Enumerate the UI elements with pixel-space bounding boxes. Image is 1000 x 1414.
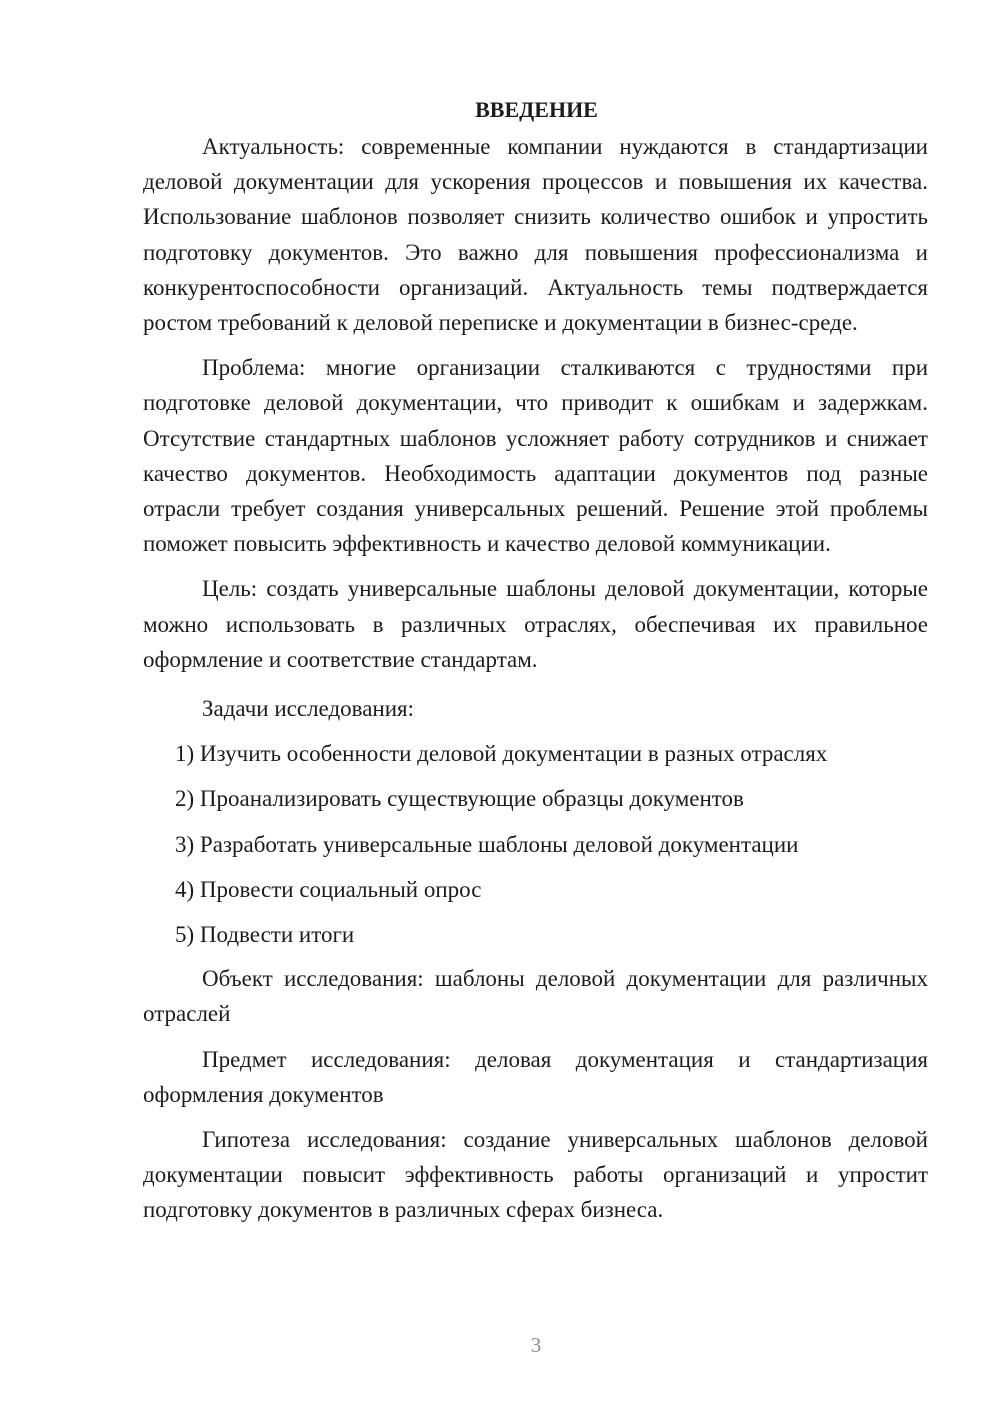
task-item: 5) Подвести итоги xyxy=(175,922,355,948)
task-item: 4) Провести социальный опрос xyxy=(175,876,482,902)
hypothesis-paragraph: Гипотеза исследования: создание универсальных шаблонов деловой документации повысит эффективность работы организаций и упростит подготовку документов в различных сферах бизнеса. xyxy=(143,1127,928,1223)
page-content xyxy=(143,92,928,1228)
subject-paragraph: Предмет исследования: деловая документация и стандартизация оформления документов xyxy=(143,1046,928,1107)
tasks-heading: Задачи исследования: xyxy=(202,696,415,722)
problem-paragraph: Проблема: многие организации сталкиваются с трудностями при подготовке деловой документации, что приводит к ошибкам и задержкам. Отсутствие стандартных шаблонов усложняет работу сотрудников и снижает качество документов. Необходимость адаптации документов под разные отрасли требует создания универсальных решений. Решение этой проблемы поможет повысить эффективность и качество деловой коммуникации. xyxy=(143,355,928,557)
task-item: 1) Изучить особенности деловой документации в разных отраслях xyxy=(175,741,828,767)
tasks-list xyxy=(143,736,928,952)
page-title: ВВЕДЕНИЕ xyxy=(475,97,598,122)
goal-paragraph: Цель: создать универсальные шаблоны деловой документации, которые можно использовать в различных отраслях, обеспечивая их правильное оформление и соответствие стандартам. xyxy=(143,576,928,672)
page-number: 3 xyxy=(530,1333,542,1357)
task-item: 3) Разработать универсальные шаблоны деловой документации xyxy=(175,831,799,857)
object-paragraph: Объект исследования: шаблоны деловой документации для различных отраслей xyxy=(143,966,928,1027)
relevance-paragraph: Актуальность: современные компании нуждаются в стандартизации деловой документации для ускорения процессов и повышения их качества. Использование шаблонов позволяет снизить количество ошибок и упростить подготовку документов. Это важно для повышения профессионализма и конкурентоспособности организаций. Актуальность темы подтверждается ростом требований к деловой переписке и документации в бизнес-среде. xyxy=(143,134,928,336)
task-item: 2) Проанализировать существующие образцы документов xyxy=(175,786,744,812)
